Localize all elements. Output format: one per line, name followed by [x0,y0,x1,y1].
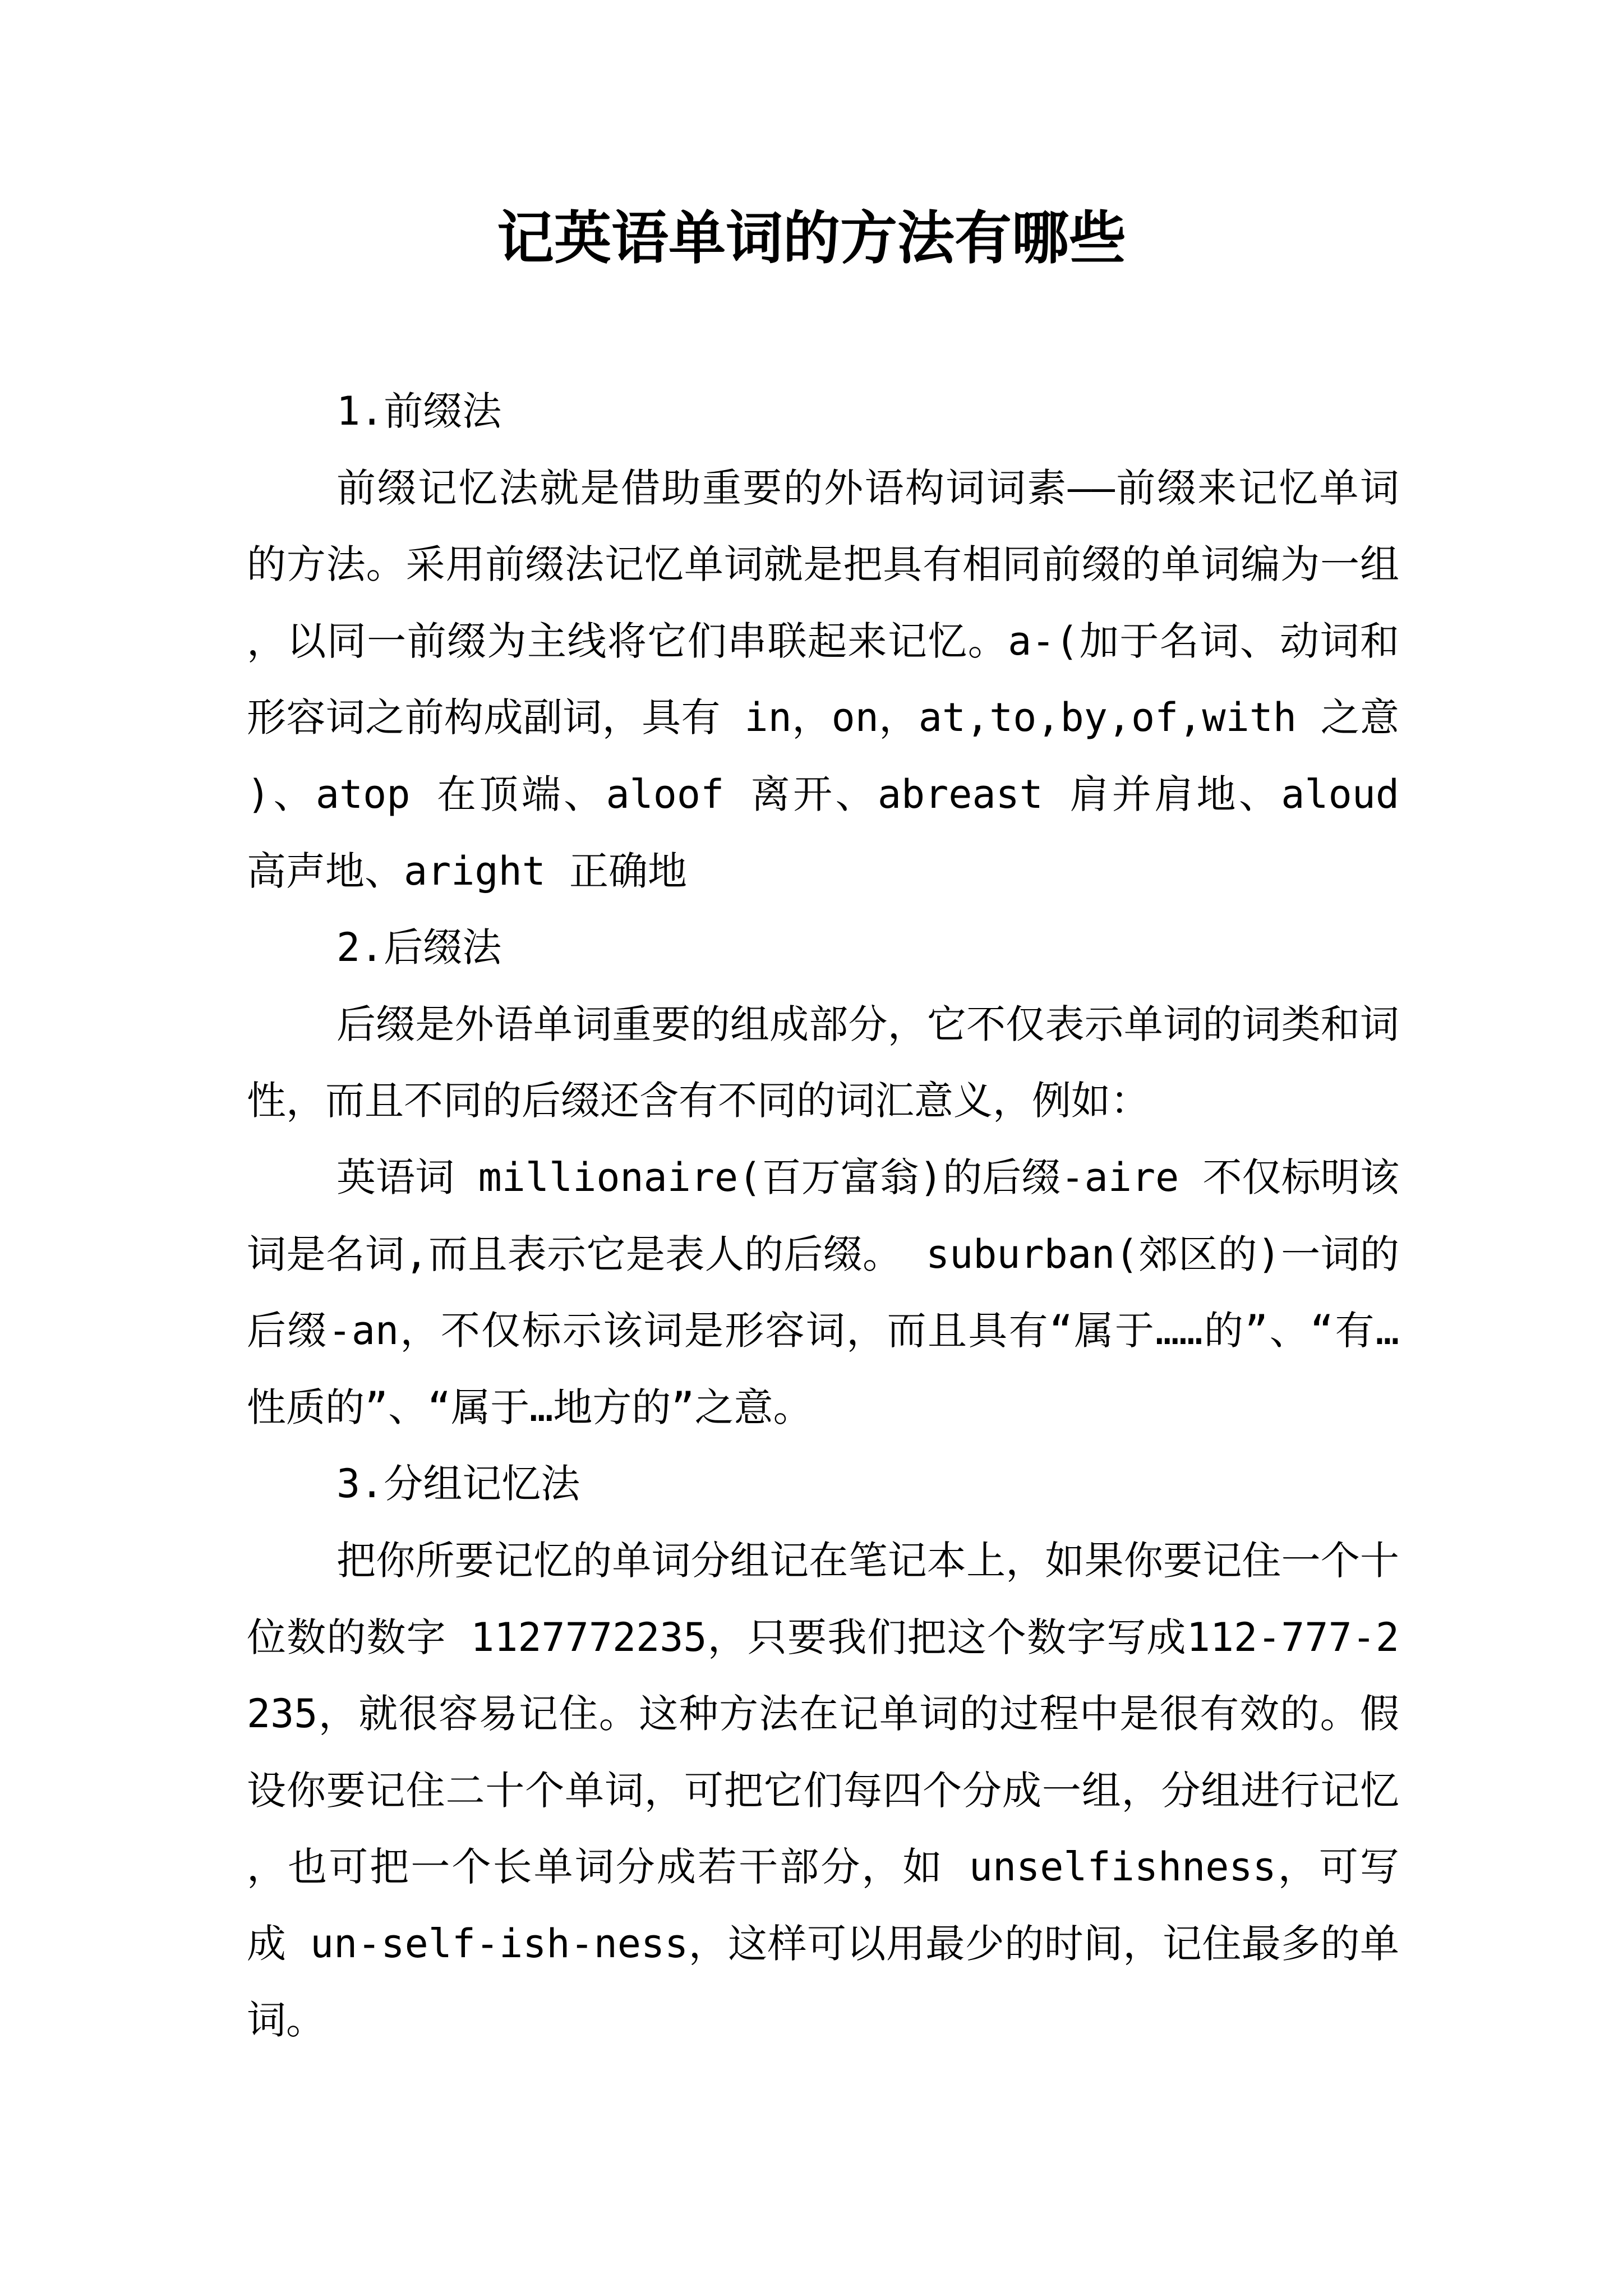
section-paragraph: 前缀记忆法就是借助重要的外语构词词素——前缀来记忆单词的方法。采用前缀法记忆单词就是把具有相同前缀的单词编为一组，以同一前缀为主线将它们串联起来记忆。a-(加于名词、动词和形容词之前构成副词，具有 in，on，at,to,by,of,with 之意)、atop 在顶端、aloof 离开、abreast 肩并肩地、aloud 高声地、aright 正确地 [247,464,1399,894]
section-heading: 3.分组记忆法 [336,1461,580,1507]
section-paragraph: 把你所要记忆的单词分组记在笔记本上，如果你要记住一个十位数的数字 1127772235，只要我们把这个数字写成112-777-2235，就很容易记住。这种方法在记单词的过程中是很有效的。假设你要记住二十个单词，可把它们每四个分成一组，分组进行记忆，也可把一个长单词分成若干部分，如 unselfishness，可写成 un-self-ish-ness，这样可以用最少的时间，记住最多的单词。 [247,1537,1399,2044]
section-paragraph: 后缀是外语单词重要的组成部分，它不仅表示单词的词类和词性，而且不同的后缀还含有不同的词汇意义，例如： [247,1001,1399,1124]
section-heading: 1.前缀法 [336,388,502,434]
document-body [247,373,1399,2059]
section-suffix-method [247,909,1399,1446]
section-prefix-method [247,373,1399,909]
document-title: 记英语单词的方法有哪些 [497,205,1126,272]
section-grouping-method [247,1446,1399,2059]
section-heading: 2.后缀法 [336,924,502,971]
section-paragraph: 英语词 millionaire(百万富翁)的后缀-aire 不仅标明该词是名词,而且表示它是表人的后缀。 suburban(郊区的)一词的后缀-an，不仅标示该词是形容词，而且具有“属于……的”、“有…性质的”、“属于…地方的”之意。 [247,1154,1399,1430]
